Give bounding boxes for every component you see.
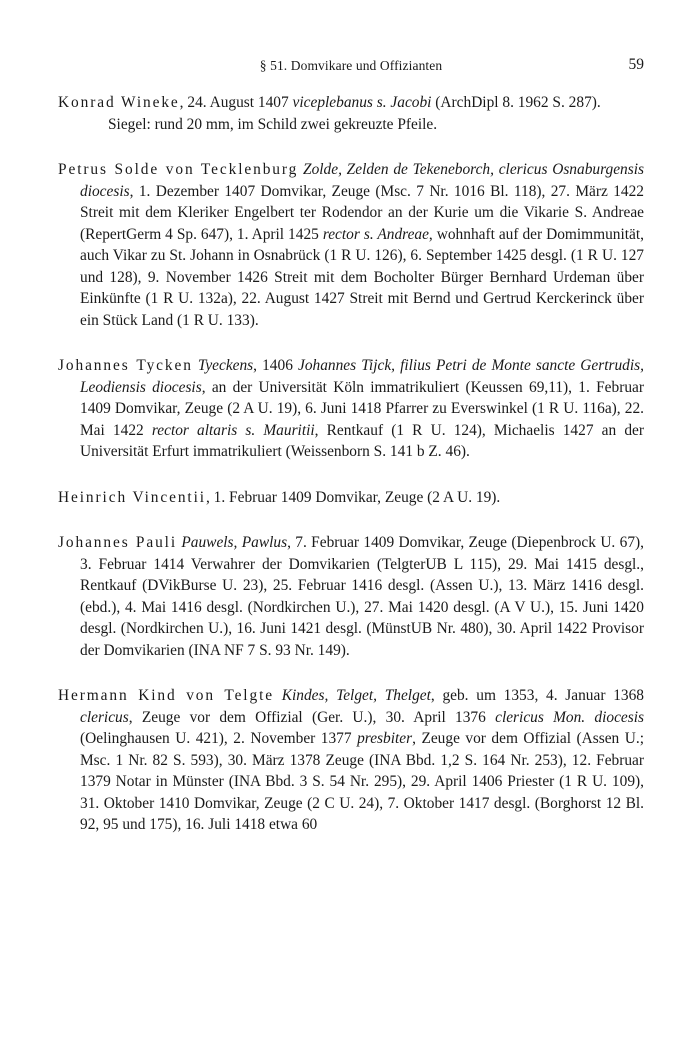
entry-text <box>58 92 644 114</box>
entry-text-segment: , 24. August 1407 <box>179 94 293 111</box>
entry-text-segment: , 1406 <box>253 357 298 374</box>
entry-text-segment: , geb. um 1353, 4. Januar 1368 <box>430 687 644 704</box>
entry-text <box>58 685 645 836</box>
entry-text-segment: (Oelinghausen U. 421), 2. November 1377 <box>80 730 358 747</box>
latin-term: Johannes Tijck, filius Petri de Monte sancte Gertrudis, Leodiensis diocesis <box>80 357 644 396</box>
latin-term: Zolde, Zelden de Tekeneborch, clericus Osnaburgensis diocesis <box>80 161 644 200</box>
entry-text <box>58 159 644 331</box>
biography-entry <box>58 159 644 331</box>
latin-term: clericus <box>80 708 129 726</box>
person-name: Konrad Wineke <box>58 94 180 111</box>
entry-text-segment: (ArchDipl 8. 1962 S. 287). <box>431 94 601 111</box>
document-body <box>58 92 644 860</box>
person-name: Petrus Solde von Tecklenburg <box>58 161 299 178</box>
person-name: Johannes Tycken <box>58 357 193 374</box>
entry-text <box>58 355 644 463</box>
biography-entry <box>58 487 644 509</box>
entry-text-segment: , Zeuge vor dem Offizial (Assen U.; Msc. 1 Nr. 82 S. 593), 30. März 1378 Zeuge (INA Bbd. 1,2 S. 164 Nr. 253), 12. Februar 1379 Notar in Münster (INA Bbd. 3 S. 54 Nr. 295), 29. April 1406 Priester (1 R U. 109), 31. Oktober 1410 Domvikar, Zeuge (2 C U. 24), 7. Oktober 1417 desgl. (Borghorst 12 Bl. 92, 95 und 175), 16. Juli 1418 etwa 60 <box>80 730 644 833</box>
page-number: 59 <box>628 56 644 73</box>
latin-term: viceplebanus s. Jacobi <box>292 94 432 111</box>
person-name: Heinrich Vincentii <box>58 488 206 506</box>
entry-text-segment: , Zeuge vor dem Offizial (Ger. U.), 30. April 1376 <box>128 708 496 726</box>
running-title: § 51. Domvikare und Offizianten <box>259 58 443 73</box>
biography-entry <box>58 355 644 463</box>
biography-entry <box>58 532 644 661</box>
biography-entry <box>58 92 644 135</box>
entry-text-segment: , an der Universität Köln immatrikuliert (Keussen 69,11), 1. Februar 1409 Domvikar, Zeuge (2 A U. 19), 6. Juni 1418 Pfarrer zu Everswinkel (1 R U. 116a), 22. Mai 1422 <box>80 378 644 439</box>
latin-term: presbiter <box>357 730 413 747</box>
latin-term: clericus Mon. diocesis <box>495 708 645 726</box>
biography-entry <box>58 685 644 836</box>
latin-term: rector s. Andreae <box>322 225 429 243</box>
latin-term: rector altaris s. Mauritii <box>151 421 315 439</box>
latin-term: Tyeckens <box>197 357 254 374</box>
entry-text <box>58 487 644 509</box>
entry-text-segment: , 7. Februar 1409 Domvikar, Zeuge (Diepenbrock U. 67), 3. Februar 1414 Verwahrer der Domvikarien (TelgterUB L 115), 29. Mai 1415 desgl., Rentkauf (DVikBurse U. 23), 25. Februar 1416 desgl. (Assen U.), 13. März 1416 desgl. (ebd.), 4. Mai 1416 desgl. (Nordkirchen U.), 27. Mai 1420 desgl. (A V U.), 15. Juni 1420 desgl. (Nordkirchen U.), 16. Juni 1421 desgl. (MünstUB Nr. 480), 30. April 1422 Provisor der Domvikarien (INA NF 7 S. 93 Nr. 149). <box>80 534 644 659</box>
entry-text-segment: , 1. Februar 1409 Domvikar, Zeuge (2 A U. 19). <box>205 488 501 506</box>
latin-term: Kindes, Telget, Thelget <box>281 687 431 704</box>
entry-text-segment: , wohnhaft auf der Domimmunität, auch Vikar zu St. Johann in Osnabrück (1 R U. 126), 6. September 1425 desgl. (1 R U. 127 und 128), 9. November 1426 Streit mit dem Bocholter Bürger Bernhard Urdeman über Einkünfte (1 R U. 132a), 22. August 1427 Streit mit Bernd und Gertrud Kerckerinck über ein Stück Land (1 R U. 133). <box>80 225 644 329</box>
person-name: Johannes Pauli <box>58 534 178 551</box>
entry-text <box>58 532 644 661</box>
page-header <box>58 56 644 76</box>
entry-text-segment <box>274 687 282 704</box>
entry-text-segment: , 1. Dezember 1407 Domvikar, Zeuge (Msc. 7 Nr. 1016 Bl. 118), 27. März 1422 Streit mit dem Kleriker Engelbert ter Rodendor an der Kurie um die Vikarie S. Andreae (RepertGerm 4 Sp. 647), 1. April 1425 <box>80 182 644 243</box>
seal-description: Siegel: rund 20 mm, im Schild zwei gekreuzte Pfeile. <box>108 115 438 133</box>
person-name: Hermann Kind von Telgte <box>58 687 274 704</box>
entry-text-segment: , Rentkauf (1 R U. 124), Michaelis 1427 an der Universität Erfurt immatrikuliert (Weissenborn S. 141 b Z. 46). <box>80 421 644 460</box>
latin-term: Pauwels, Pawlus <box>181 534 288 551</box>
